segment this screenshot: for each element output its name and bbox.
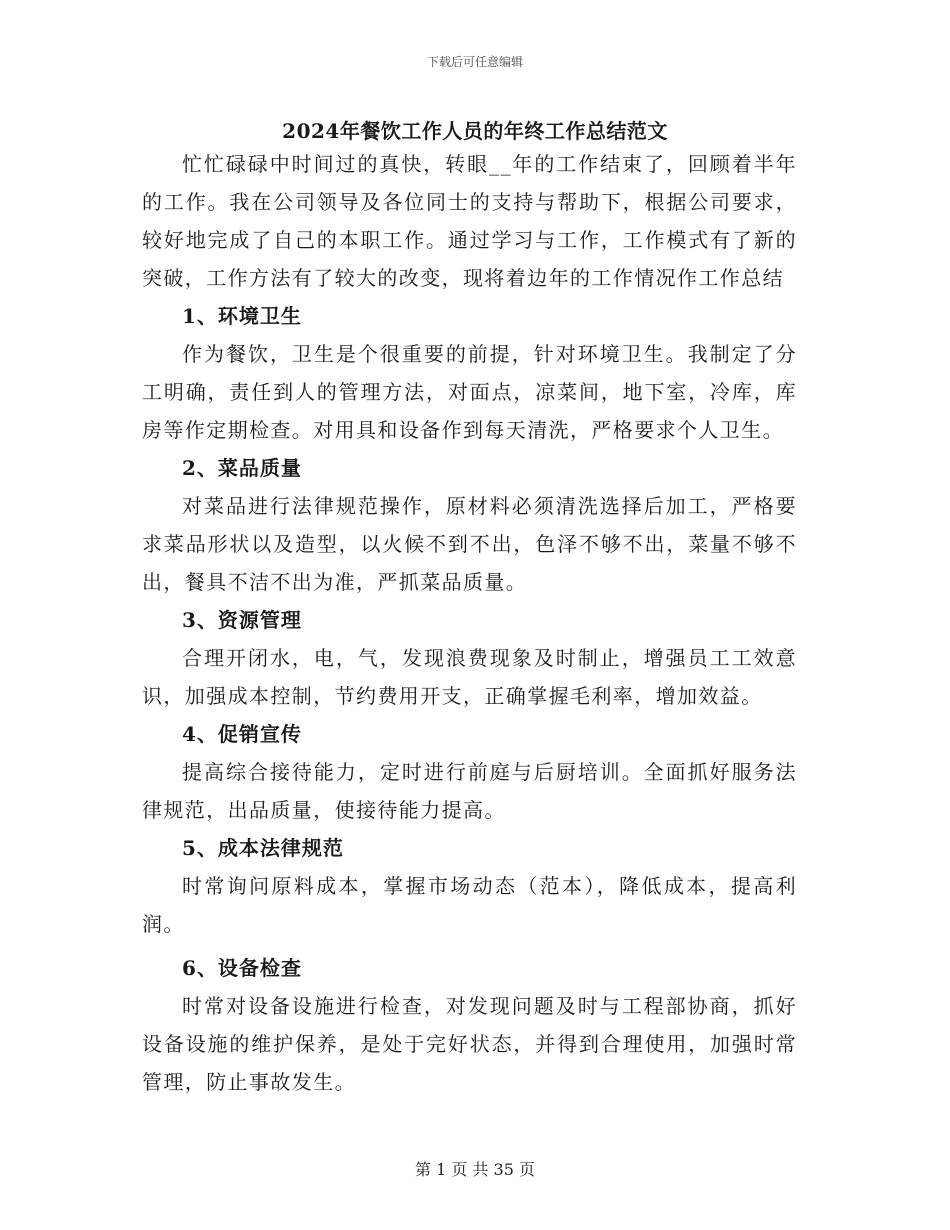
section-heading-dish-quality: 2、菜品质量 [182,456,302,480]
section-body-resource-management: 合理开闭水，电，气，发现浪费现象及时制止，增强员工工效意识，加强成本控制，节约费用开支，正确掌握毛利率，增加效益。 [142,646,797,708]
section-heading-sanitation: 1、环境卫生 [182,304,302,328]
section-body-promotion: 提高综合接待能力，定时进行前庭与后厨培训。全面抓好服务法律规范，出品质量，使接待能力提高。 [142,760,797,822]
section-body-equipment-check: 时常对设备设施进行检查，对发现问题及时与工程部协商，抓好设备设施的维护保养，是处于完好状态，并得到合理使用，加强时常管理，防止事故发生。 [142,994,797,1094]
section-heading-equipment-check: 6、设备检查 [182,956,302,980]
intro-paragraph: 忙忙碌碌中时间过的真快，转眼__年的工作结束了，回顾着半年的工作。我在公司领导及各位同士的支持与帮助下，根据公司要求，较好地完成了自己的本职工作。通过学习与工作，工作模式有了新的突破，工作方法有了较大的改变，现将着边年的工作情况作工作总结 [142,152,797,290]
section-heading-resource-management: 3、资源管理 [182,608,302,632]
page-number-footer: 第 1 页 共 35 页 [415,1160,535,1179]
section-heading-cost-standards: 5、成本法律规范 [182,836,344,860]
section-body-cost-standards: 时常询问原料成本，掌握市场动态（范本），降低成本，提高利润。 [142,874,797,936]
header-note: 下载后可任意编辑 [426,55,523,69]
section-body-dish-quality: 对菜品进行法律规范操作，原材料必须清洗选择后加工，严格要求菜品形状以及造型，以火候不到不出，色泽不够不出，菜量不够不出，餐具不洁不出为准，严抓菜品质量。 [142,494,797,594]
section-body-sanitation: 作为餐饮，卫生是个很重要的前提，针对环境卫生。我制定了分工明确，责任到人的管理方法，对面点，凉菜间，地下室，冷库，库房等作定期检查。对用具和设备作到每天清洗，严格要求个人卫生。 [142,342,797,442]
section-heading-promotion: 4、促销宣传 [182,722,302,746]
document-body [142,145,797,1101]
page-title: 2024年餐饮工作人员的年终工作总结范文 [282,119,668,143]
